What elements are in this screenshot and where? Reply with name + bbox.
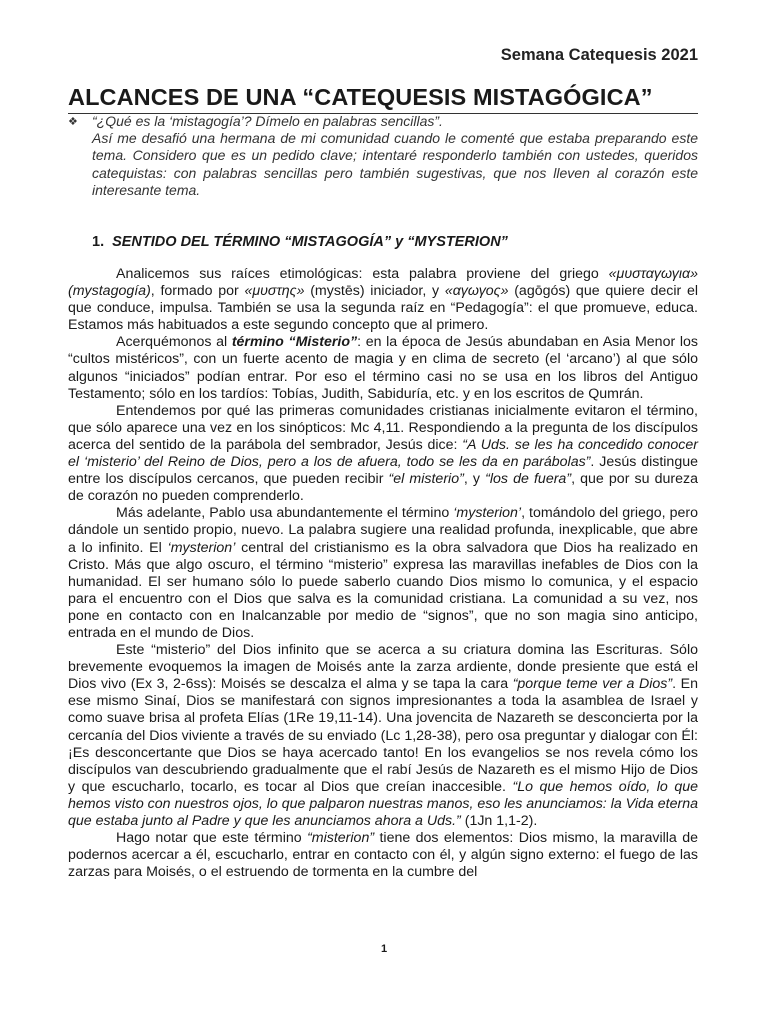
paragraph-escrituras: Este “misterio” del Dios infinito que se acerca a su criatura domina las Escrituras. Sólo brevemente evoquemos la imagen de Moisés ante la zarza ardiente, donde presiente que está el Dios vivo (Ex 3, 2-6ss): Moisés se descalza el alma y se tapa la cara “porque teme ver a Dios”. En ese mismo Sinaí, Dios se manifestará con signos impresionantes a toda la asamblea de Israel y como suave brisa al profeta Elías (1Re 19,11-14). Una jovencita de Nazareth se desconcierta por la cercanía del Dios viviente a través de su enviado (Lc 1,28-38), pero osa preguntar y dialogar con Él: ¡Es desconcertante que Dios se haya acercado tanto! En los evangelios se nos revela cómo los discípulos van descubriendo gradualmente que el rabí Jesús de Nazareth es el mismo Hijo de Dios y que escucharlo, tocarlo, es tocar al Dios que creían inaccesible. “Lo que hemos oído, lo que hemos visto con nuestros ojos, lo que palparon nuestras manos, eso les anunciamos: la Vida eterna que estaba junto al Padre y que les anunciamos ahora a Uds.” (1Jn 1,1-2). [68, 642, 698, 829]
intro-text: Así me desafió una hermana de mi comunidad cuando le comenté que estaba preparando este tema. Considero que es un pedido clave; intentaré responderlo también con ustedes, queridos catequistas: con palabras sencillas pero también sugestivas, que nos lleven al corazón este interesante tema. [92, 130, 698, 198]
section-number: 1. [92, 234, 105, 250]
running-header: Semana Catequesis 2021 [500, 46, 698, 64]
diamond-bullet-icon: ❖ [68, 116, 78, 128]
section-heading [92, 234, 508, 250]
document-title: ALCANCES DE UNA “CATEQUESIS MISTAGÓGICA” [68, 84, 698, 114]
body-text [68, 266, 698, 881]
page-number: 1 [380, 943, 388, 955]
paragraph-misterio: Acerquémonos al término “Misterio”: en la época de Jesús abundaban en Asia Menor los “cultos mistéricos”, con un fuerte acento de magia y en clima de secreto (el ‘arcano’) al que sólo algunos “iniciados” podían entrar. Por eso el término casi no se usa en los libros del Antiguo Testamento; sólo en los tardíos: Tobías, Judith, Sabiduría, etc. y en los escritos de Qumrán. [68, 334, 698, 402]
paragraph-pablo: Más adelante, Pablo usa abundantemente el término ‘mysterion’, tomándolo del griego, pero dándole un sentido propio, nuevo. La palabra sugiere una realidad profunda, inexplicable, que abre a lo infinito. El ‘mysterion’ central del cristianismo es la obra salvadora que Dios ha realizado en Cristo. Más que algo oscuro, el término “misterio” expresa las maravillas inefables de Dios con la humanidad. El ser humano sólo lo puede saberlo cuando Dios mismo lo comunica, y el espacio para el encuentro con el Dios que salva es la comunidad cristiana. La comunidad a su vez, nos pone en contacto con en Inalcanzable por medio de “signos”, que no son magia sino anticipo, entrada en el mundo de Dios. [68, 505, 699, 641]
paragraph-elementos: Hago notar que este término “misterion” tiene dos elementos: Dios mismo, la maravilla de podernos acercar a él, escucharlo, entrar en contacto con él, y algún signo externo: el fuego de las zarzas para Moisés, o el estruendo de tormenta en la cumbre del [68, 830, 698, 881]
section-title: SENTIDO DEL TÉRMINO “MISTAGOGÍA” y “MYSTERION” [112, 234, 508, 250]
paragraph-sinopticos: Entendemos por qué las primeras comunidades cristianas inicialmente evitaron el término, que sólo aparece una vez en los sinópticos: Mc 4,11. Respondiendo a la pregunta de los discípulos acerca del sentido de la parábola del sembrador, Jesús dice: “A Uds. se les ha concedido conocer el ‘misterio’ del Reino de Dios, pero a los de afuera, todo se les da en parábolas”. Jesús distingue entre los discípulos cercanos, que pueden recibir “el misterio”, y “los de fuera”, que por su dureza de corazón no pueden comprenderlo. [68, 402, 699, 505]
intro-block [68, 113, 698, 199]
intro-question: “¿Qué es la ‘mistagogía’? Dímelo en palabras sencillas”. [92, 113, 443, 129]
paragraph-etymology: Analicemos sus raíces etimológicas: esta palabra proviene del griego «μυσταγωγια» (mystagogía), formado por «μυστης» (mystēs) iniciador, y «αγωγος» (agōgós) que quiere decir el que conduce, impulsa. También se usa la segunda raíz en “Pedagogía”: el que promueve, educa. Estamos más habituados a este segundo concepto que al primero. [68, 266, 698, 334]
